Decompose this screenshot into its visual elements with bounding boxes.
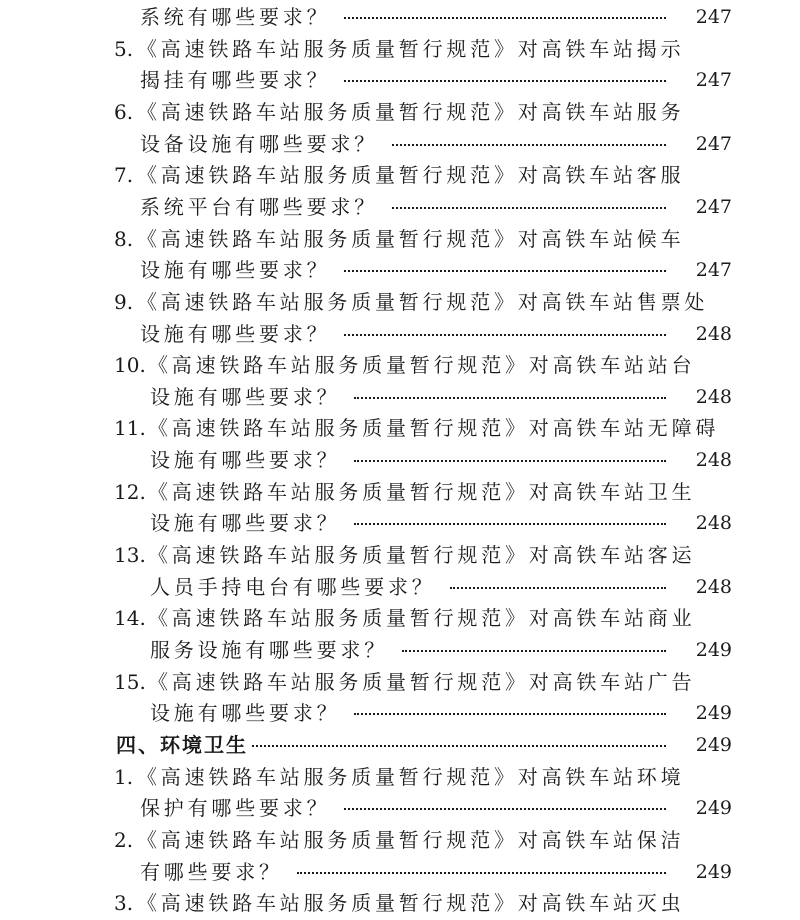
entry-text: 《高速铁路车站服务质量暂行规范》对高铁车站商业 <box>148 606 696 631</box>
dot-leader <box>344 808 666 810</box>
page-number: 247 <box>695 195 732 218</box>
entry-text: 《高速铁路车站服务质量暂行规范》对高铁车站广告 <box>148 669 696 694</box>
page-number: 248 <box>695 512 732 535</box>
page-number: 247 <box>695 132 732 155</box>
page-number: 247 <box>695 6 732 28</box>
page-number: 248 <box>695 385 732 408</box>
page-number: 247 <box>695 69 732 92</box>
dot-leader <box>297 872 666 874</box>
dot-leader <box>354 460 666 462</box>
entry-text: 《高速铁路车站服务质量暂行规范》对高铁车站环境 <box>137 764 685 789</box>
question-number: 1. <box>114 764 134 789</box>
question-number: 7. <box>114 163 134 188</box>
entry-text: 《高速铁路车站服务质量暂行规范》对高铁车站保洁 <box>137 827 685 852</box>
entry-text: 系统有哪些要求？ <box>140 5 331 29</box>
toc-entry-line[interactable] <box>0 253 800 287</box>
entry-text: 设施有哪些要求？ <box>150 448 341 473</box>
dot-leader <box>354 397 666 399</box>
question-number: 13. <box>114 543 146 568</box>
page-number: 249 <box>695 860 732 883</box>
toc-entry-line[interactable] <box>0 158 800 192</box>
entry-text: 《高速铁路车站服务质量暂行规范》对高铁车站揭示 <box>137 36 685 61</box>
toc-entry-line[interactable] <box>0 380 800 414</box>
toc-entry-line[interactable] <box>0 823 800 857</box>
question-number: 6. <box>114 99 134 124</box>
question-number: 8. <box>114 226 134 251</box>
toc-entry-line[interactable] <box>0 63 800 97</box>
entry-text: 有哪些要求？ <box>140 859 283 884</box>
entry-text: 设备设施有哪些要求？ <box>140 131 378 156</box>
question-number: 9. <box>114 289 134 314</box>
dot-leader <box>392 207 666 209</box>
entry-text: 保护有哪些要求？ <box>140 796 331 821</box>
toc-entry-line[interactable] <box>0 190 800 224</box>
page-number: 248 <box>695 449 732 472</box>
toc-entry-line[interactable] <box>0 411 800 445</box>
toc-entry-line[interactable] <box>0 665 800 699</box>
entry-text: 人员手持电台有哪些要求？ <box>150 574 436 599</box>
page-number: 247 <box>695 259 732 282</box>
entry-text: 服务设施有哪些要求？ <box>150 638 388 662</box>
page-number: 248 <box>695 322 732 345</box>
dot-leader <box>450 587 666 589</box>
dot-leader <box>344 334 666 336</box>
question-number: 11. <box>114 416 146 441</box>
entry-text: 《高速铁路车站服务质量暂行规范》对高铁车站候车 <box>137 226 685 251</box>
question-number: 5. <box>114 36 134 61</box>
page-number: 249 <box>695 639 732 661</box>
dot-leader <box>354 713 666 715</box>
section-title: 四、环境卫生 <box>116 732 248 757</box>
toc-entry-line[interactable] <box>0 538 800 572</box>
entry-text: 设施有哪些要求？ <box>150 701 341 726</box>
toc-entry-line[interactable] <box>0 791 800 825</box>
toc-entry-line[interactable] <box>0 222 800 256</box>
entry-text: 《高速铁路车站服务质量暂行规范》对高铁车站无障碍 <box>148 416 720 441</box>
entry-text: 《高速铁路车站服务质量暂行规范》对高铁车站服务 <box>137 99 685 124</box>
dot-leader <box>392 144 666 146</box>
question-number: 14. <box>114 606 146 631</box>
toc-entry-line[interactable] <box>0 855 800 889</box>
toc-entry-line[interactable] <box>0 348 800 382</box>
page-number: 249 <box>695 797 732 820</box>
entry-text: 《高速铁路车站服务质量暂行规范》对高铁车站客运 <box>148 543 696 568</box>
dot-leader <box>252 745 666 747</box>
entry-text: 《高速铁路车站服务质量暂行规范》对高铁车站卫生 <box>148 479 696 504</box>
entry-text: 《高速铁路车站服务质量暂行规范》对高铁车站售票处 <box>137 289 709 314</box>
page-number: 249 <box>695 733 732 756</box>
page-number: 249 <box>695 702 732 725</box>
entry-text: 设施有哪些要求？ <box>140 321 331 346</box>
entry-text: 设施有哪些要求？ <box>150 511 341 536</box>
dot-leader <box>344 17 666 19</box>
entry-text: 《高速铁路车站服务质量暂行规范》对高铁车站客服 <box>137 163 685 188</box>
toc-entry-line[interactable] <box>0 760 800 794</box>
toc-entry-line[interactable] <box>0 0 800 34</box>
question-number: 2. <box>114 827 134 852</box>
question-number: 15. <box>114 669 146 694</box>
toc-entry-line[interactable] <box>0 506 800 540</box>
toc-entry-line[interactable] <box>0 696 800 730</box>
toc-entry-line[interactable] <box>0 95 800 129</box>
entry-text: 设施有哪些要求？ <box>140 258 331 283</box>
toc-section-heading[interactable] <box>0 728 800 762</box>
toc-entry-line[interactable] <box>0 127 800 161</box>
entry-text: 《高速铁路车站服务质量暂行规范》对高铁车站站台 <box>148 353 696 378</box>
question-number: 3. <box>114 891 134 916</box>
question-number: 10. <box>114 353 146 378</box>
toc-entry-line[interactable] <box>0 443 800 477</box>
dot-leader <box>354 523 666 525</box>
page-number: 248 <box>695 575 732 598</box>
entry-text: 《高速铁路车站服务质量暂行规范》对高铁车站灭虫 <box>137 891 685 916</box>
entry-text: 系统平台有哪些要求？ <box>140 194 378 219</box>
toc-entry-line[interactable] <box>0 570 800 604</box>
toc-entry-line[interactable] <box>0 317 800 351</box>
toc-entry-line[interactable] <box>0 475 800 509</box>
dot-leader <box>344 80 666 82</box>
toc-entry-line[interactable] <box>0 601 800 635</box>
entry-text: 设施有哪些要求？ <box>150 384 341 409</box>
toc-entry-line[interactable] <box>0 886 800 920</box>
dot-leader <box>402 650 666 652</box>
toc-entry-line[interactable] <box>0 285 800 319</box>
dot-leader <box>344 270 666 272</box>
toc-entry-line[interactable] <box>0 32 800 66</box>
entry-text: 揭挂有哪些要求？ <box>140 68 331 93</box>
toc-entry-line[interactable] <box>0 633 800 667</box>
question-number: 12. <box>114 479 146 504</box>
